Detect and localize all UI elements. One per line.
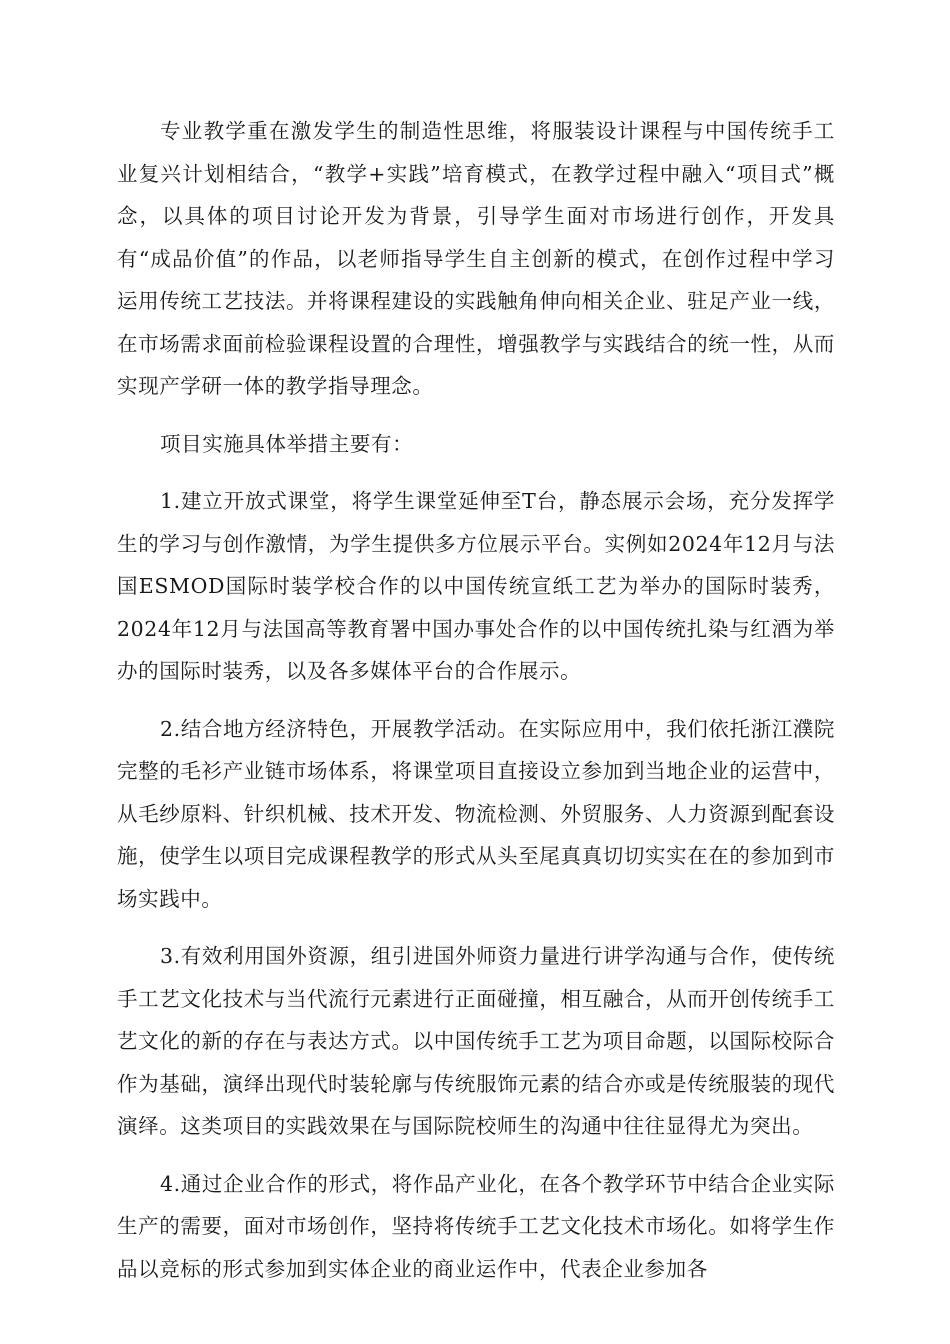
paragraph-item-3: 3.有效利用国外资源，组引进国外师资力量进行讲学沟通与合作，使传统手工艺文化技术与当代流行元素进行正面碰撞，相互融合，从而开创传统手工艺文化的新的存在与表达方式。以中国传统手工艺为项目命题，以国际校际合作为基础，演绎出现代时装轮廓与传统服饰元素的结合亦或是传统服装的现代演绎。这类项目的实践效果在与国际院校师生的沟通中往往显得尤为突出。	[117, 944, 835, 1138]
paragraph-intro: 专业教学重在激发学生的制造性思维，将服装设计课程与中国传统手工业复兴计划相结合，“教学+实践”培育模式，在教学过程中融入“项目式”概念，以具体的项目讨论开发为背景，引导学生面对市场进行创作，开发具有“成品价值”的作品，以老师指导学生自主创新的模式，在创作过程中学习运用传统工艺技法。并将课程建设的实践触角伸向相关企业、驻足产业一线，在市场需求面前检验课程设置的合理性，增强教学与实践结合的统一性，从而实现产学研一体的教学指导理念。	[117, 119, 835, 398]
paragraph-item-1: 1.建立开放式课堂，将学生课堂延伸至T台，静态展示会场，充分发挥学生的学习与创作激情，为学生提供多方位展示平台。实例如2024年12月与法国ESMOD国际时装学校合作的以中国传统宣纸工艺为举办的国际时装秀，2024年12月与法国高等教育署中国办事处合作的以中国传统扎染与红酒为举办的国际时装秀，以及各多媒体平台的合作展示。	[117, 489, 835, 683]
paragraph-item-4: 4.通过企业合作的形式，将作品产业化，在各个教学环节中结合企业实际生产的需要，面对市场创作，坚持将传统手工艺文化技术市场化。如将学生作品以竞标的形式参加到实体企业的商业运作中，代表企业参加各	[117, 1171, 835, 1281]
paragraph-item-2: 2.结合地方经济特色，开展教学活动。在实际应用中，我们依托浙江濮院完整的毛衫产业链市场体系，将课堂项目直接设立参加到当地企业的运营中，从毛纱原料、针织机械、技术开发、物流检测、外贸服务、人力资源到配套设施，使学生以项目完成课程教学的形式从头至尾真真切切实实在在的参加到市场实践中。	[117, 716, 835, 911]
paragraph-measures-heading: 项目实施具体举措主要有：	[160, 431, 414, 456]
document-body	[117, 110, 835, 1305]
